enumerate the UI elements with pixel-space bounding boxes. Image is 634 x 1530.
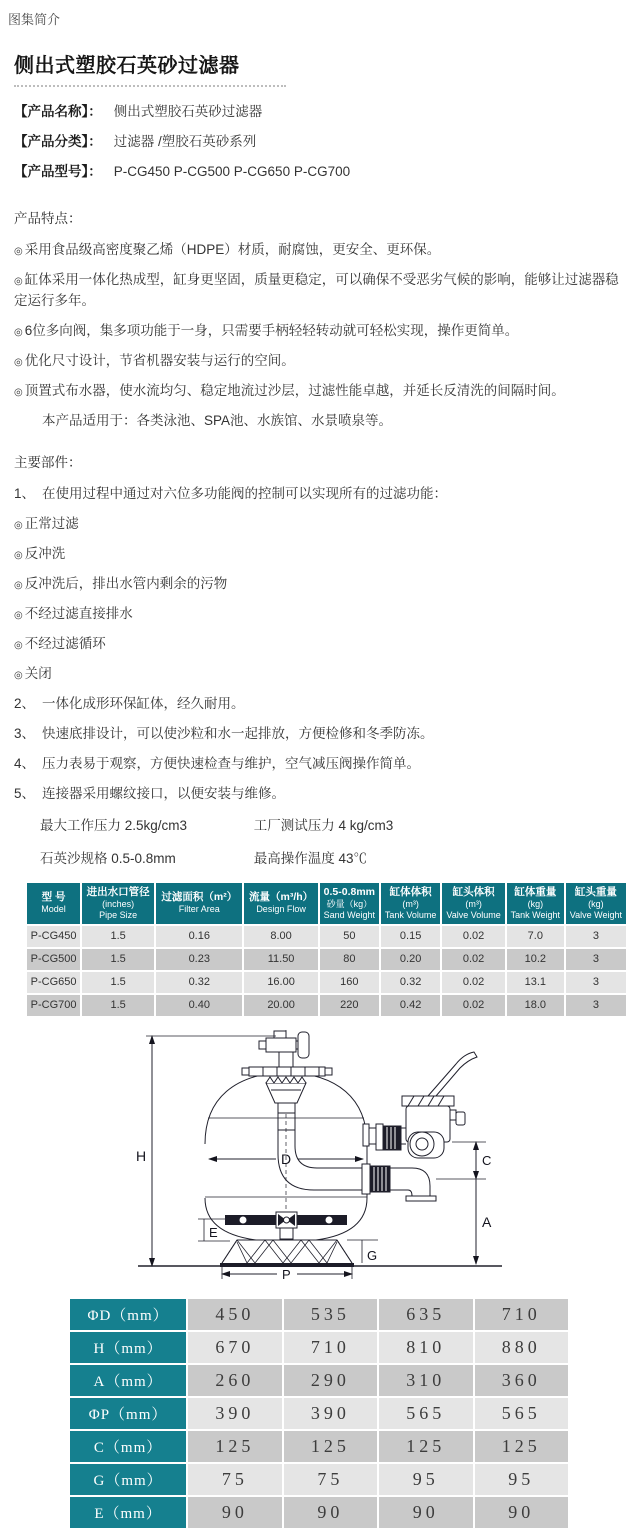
spec-cell: 11.50 [243, 948, 318, 971]
max-working-pressure: 最大工作压力 2.5kg/cm3 [40, 817, 188, 833]
spec-header-row [26, 882, 627, 925]
spec-table-row [26, 925, 627, 948]
header-line: 缸头体积 [452, 885, 495, 898]
info-row [14, 157, 628, 187]
header-line: 进出水口管径 [86, 885, 150, 898]
spec-header-cell [506, 882, 565, 925]
feature-text: 6位多向阀，集多项功能于一身，只需要手柄轻轻转动就可轻松实现，操作更简单。 [24, 322, 519, 338]
dim-label-a: A [482, 1213, 492, 1230]
filter-mode-text: 关闭 [24, 665, 52, 681]
info-value: P-CG450 P-CG500 P-CG650 P-CG700 [113, 164, 351, 179]
spec-cell: 3 [565, 994, 627, 1017]
spec-cell: 16.00 [243, 971, 318, 994]
dimension-row [69, 1364, 569, 1397]
dimension-value: 90 [187, 1496, 282, 1529]
dimension-value: 565 [474, 1397, 569, 1430]
filter-diagram-svg [130, 1026, 510, 1291]
feature-item [14, 351, 628, 372]
waste-elbow [390, 1168, 436, 1201]
dimension-row [69, 1331, 569, 1364]
spec-cell: 220 [319, 994, 380, 1017]
spec-header-cell [243, 882, 318, 925]
spec-cell: 10.2 [506, 948, 565, 971]
dimension-table-body [69, 1298, 569, 1529]
spec-cell: P-CG450 [26, 925, 81, 948]
spec-cell: 0.02 [441, 994, 506, 1017]
spec-cell: 80 [319, 948, 380, 971]
bullet-icon: ◎ [14, 386, 23, 398]
header-line: 缸头重量 [574, 885, 617, 898]
dimension-value: 390 [187, 1397, 282, 1430]
features-heading: 产品特点： [14, 211, 82, 226]
bullet-icon: ◎ [14, 275, 23, 287]
dimension-label: A（mm） [69, 1364, 187, 1397]
dimension-row [69, 1496, 569, 1529]
header-line: 过滤面积（m²） [161, 891, 238, 904]
component-item [14, 754, 628, 775]
item-text: 连接器采用螺纹接口，以便安装与维修。 [42, 785, 286, 801]
top-air-valve [259, 1031, 309, 1070]
spec-cell: 0.02 [441, 925, 506, 948]
components-heading: 主要部件： [14, 455, 82, 471]
spec-cell: 0.16 [155, 925, 243, 948]
feature-text: 缸体采用一体化热成型，缸身更坚固，质量更稳定，可以确保不受恶劣气候的影响，能够让过滤器稳定运行多年。 [14, 271, 619, 308]
header-line: Pipe Size [99, 909, 138, 920]
spec-cell: 0.15 [380, 925, 441, 948]
dimension-value: 90 [474, 1496, 569, 1529]
bullet-icon: ◎ [14, 610, 23, 622]
dim-label-d: D [281, 1150, 292, 1167]
dimension-label: E（mm） [69, 1496, 187, 1529]
spec-cell: 0.02 [441, 948, 506, 971]
spec-cell: 3 [565, 971, 627, 994]
component-item [14, 694, 628, 715]
spec-table-row [26, 994, 627, 1017]
spec-cell: 0.32 [380, 971, 441, 994]
info-row [14, 127, 628, 157]
component-item [14, 784, 628, 805]
header-line: (inches) [102, 898, 135, 909]
dimension-value: 635 [378, 1298, 473, 1331]
header-line: Design Flow [256, 904, 306, 915]
header-line: 缸体重量 [514, 885, 557, 898]
info-label: 【产品分类】： [14, 134, 102, 149]
feature-text: 采用食品级高密度聚乙烯（HDPE）材质，耐腐蚀，更安全、更环保。 [24, 242, 441, 257]
spec-cell: 0.23 [155, 948, 243, 971]
spec-header-cell [81, 882, 155, 925]
filter-mode-text: 不经过滤直接排水 [24, 606, 133, 622]
components-list [14, 484, 628, 804]
dimension-value: 390 [283, 1397, 378, 1430]
dimension-value: 810 [378, 1331, 473, 1364]
header-line: 0.5-0.8mm [323, 885, 376, 898]
spec-table-body [26, 925, 627, 1017]
filter-mode-text: 不经过滤循环 [24, 636, 106, 652]
dimension-value: 310 [378, 1364, 473, 1397]
breadcrumb: 图集简介 [8, 12, 61, 27]
item-number: 3、 [14, 725, 36, 741]
pressure-row-2 [40, 847, 628, 867]
spec-table [25, 881, 628, 1018]
feature-item [14, 321, 628, 342]
dimension-row [69, 1298, 569, 1331]
item-text: 一体化成形环保缸体，经久耐用。 [42, 695, 245, 711]
header-line: Sand Weight [323, 909, 376, 920]
side-pipe [363, 1124, 406, 1150]
header-line: (kg) [588, 898, 604, 909]
spec-cell: 8.00 [243, 925, 318, 948]
spec-header-cell [441, 882, 506, 925]
filter-mode-item [14, 604, 628, 625]
diagram-linework [138, 1030, 502, 1279]
dimension-value: 710 [283, 1331, 378, 1364]
spec-header-cell [26, 882, 81, 925]
dimension-row [69, 1397, 569, 1430]
component-item [14, 484, 628, 505]
header-line: 砂量（kg） [326, 898, 373, 909]
info-value: 侧出式塑胶石英砂过滤器 [113, 104, 263, 119]
header-line: 缸体体积 [389, 885, 432, 898]
base-stand [220, 1240, 354, 1267]
spec-cell: 3 [565, 948, 627, 971]
pressure-row-1 [40, 814, 628, 834]
bullet-icon: ◎ [14, 326, 23, 338]
spec-header-cell [565, 882, 627, 925]
bullet-icon: ◎ [14, 640, 23, 652]
dimension-value: 290 [283, 1364, 378, 1397]
info-label: 【产品名称】： [14, 104, 102, 119]
header-line: 型 号 [41, 891, 66, 904]
content [0, 28, 634, 1530]
dimension-value: 450 [187, 1298, 282, 1331]
spec-cell: 3 [565, 925, 627, 948]
filter-mode-text: 正常过滤 [24, 516, 79, 532]
filter-mode-item [14, 634, 628, 655]
dimension-label: ΦD（mm） [69, 1298, 187, 1331]
bullet-icon: ◎ [14, 356, 23, 368]
item-number: 5、 [14, 785, 36, 801]
dim-label-h: H [136, 1147, 147, 1164]
spec-table-row [26, 971, 627, 994]
filter-diagram [130, 1026, 510, 1291]
spec-cell: 0.42 [380, 994, 441, 1017]
spec-cell: 50 [319, 925, 380, 948]
dim-label-c: C [482, 1152, 492, 1168]
dimension-row [69, 1430, 569, 1463]
spec-table-header [26, 882, 627, 925]
header-line: (m³) [402, 898, 419, 909]
spec-cell: 0.32 [155, 971, 243, 994]
top-flange [242, 1067, 332, 1076]
lateral-arms [225, 1212, 347, 1239]
sand-spec: 石英沙规格 0.5-0.8mm [40, 850, 176, 866]
pipe-union-lower [362, 1164, 390, 1194]
dimension-value: 260 [187, 1364, 282, 1397]
spec-cell: P-CG650 [26, 971, 81, 994]
spec-cell: 7.0 [506, 925, 565, 948]
dimension-value: 75 [187, 1463, 282, 1496]
feature-item [14, 270, 628, 312]
spec-cell: P-CG700 [26, 994, 81, 1017]
dimension-value: 75 [283, 1463, 378, 1496]
dimension-value: 125 [283, 1430, 378, 1463]
info-value: 过滤器 /塑胶石英砂系列 [113, 134, 257, 149]
max-operating-temp: 最高操作温度 43℃ [253, 850, 368, 866]
filter-mode-item [14, 514, 628, 535]
spec-cell: 13.1 [506, 971, 565, 994]
dim-label-p: P [282, 1266, 291, 1282]
valve-port [410, 1132, 434, 1156]
spec-cell: 0.40 [155, 994, 243, 1017]
page-title: 侧出式塑胶石英砂过滤器 [14, 55, 240, 77]
dimension-value: 360 [474, 1364, 569, 1397]
component-item [14, 724, 628, 745]
spec-table-row [26, 948, 627, 971]
header-line: (kg) [527, 898, 544, 909]
valve-handle [428, 1052, 477, 1096]
dimension-label: H（mm） [69, 1331, 187, 1364]
spec-cell: 0.02 [441, 971, 506, 994]
dimension-value: 95 [474, 1463, 569, 1496]
spec-cell: 1.5 [81, 994, 155, 1017]
dimension-value: 710 [474, 1298, 569, 1331]
item-text: 压力表易于观察，方便快速检查与维护，空气减压阀操作简单。 [42, 755, 421, 771]
feature-item [14, 381, 628, 402]
filter-mode-item [14, 574, 628, 595]
dimension-value: 880 [474, 1331, 569, 1364]
spec-header-cell [380, 882, 441, 925]
spec-cell: P-CG500 [26, 948, 81, 971]
feature-text: 顶置式布水器，使水流均匀、稳定地流过沙层，过滤性能卓越，并延长反清洗的间隔时间。 [24, 382, 565, 398]
bullet-icon: ◎ [14, 580, 23, 592]
dimension-value: 125 [474, 1430, 569, 1463]
dimension-row [69, 1463, 569, 1496]
spec-cell: 160 [319, 971, 380, 994]
info-row [14, 97, 628, 127]
spec-header-cell [155, 882, 243, 925]
factory-test-pressure: 工厂测试压力 4 kg/cm3 [253, 817, 394, 833]
spec-cell: 20.00 [243, 994, 318, 1017]
dimension-label: C（mm） [69, 1430, 187, 1463]
product-info [14, 97, 628, 187]
item-text: 在使用过程中通过对六位多功能阀的控制可以实现所有的过滤功能： [42, 486, 448, 502]
header-line: Model [41, 904, 66, 915]
dimension-label: ΦP（mm） [69, 1397, 187, 1430]
header-line: (m³) [465, 898, 482, 909]
dimension-value: 90 [378, 1496, 473, 1529]
header-line: Filter Area [178, 904, 220, 915]
dim-label-g: G [367, 1247, 378, 1263]
dimension-value: 670 [187, 1331, 282, 1364]
dimension-label: G（mm） [69, 1463, 187, 1496]
feature-text: 优化尺寸设计，节省机器安装与运行的空间。 [24, 352, 295, 368]
dimension-value: 125 [378, 1430, 473, 1463]
info-label: 【产品型号】： [14, 164, 102, 179]
filter-mode-text: 反冲洗后，排出水管内剩余的污物 [24, 576, 228, 592]
title-divider [14, 85, 286, 87]
spec-cell: 1.5 [81, 971, 155, 994]
header-line: 流量（m³/h） [248, 891, 314, 904]
dim-label-e: E [209, 1224, 218, 1240]
feature-item [14, 240, 628, 261]
applicable-line: 本产品适用于：各类泳池、SPA池、水族馆、水景喷泉等。 [42, 412, 393, 428]
sight-glass [456, 1112, 465, 1125]
dimension-value: 95 [378, 1463, 473, 1496]
item-number: 4、 [14, 755, 36, 771]
dimension-value: 125 [187, 1430, 282, 1463]
spec-cell: 1.5 [81, 948, 155, 971]
item-text: 快速底排设计，可以使沙粒和水一起排放，方便检修和冬季防冻。 [42, 725, 434, 741]
filter-mode-text: 反冲洗 [24, 546, 66, 562]
spec-cell: 1.5 [81, 925, 155, 948]
header-line: Valve Volume [446, 909, 501, 920]
dimension-table [68, 1297, 570, 1530]
header-line: Tank Weight [510, 909, 560, 920]
header-line: Valve Weight [569, 909, 622, 920]
spec-header-cell [319, 882, 380, 925]
item-number: 2、 [14, 695, 36, 711]
bullet-icon: ◎ [14, 550, 23, 562]
filter-mode-item [14, 544, 628, 565]
bullet-icon: ◎ [14, 520, 23, 532]
dimension-value: 565 [378, 1397, 473, 1430]
features-list [14, 240, 628, 402]
filter-mode-item [14, 664, 628, 685]
bullet-icon: ◎ [14, 669, 23, 681]
spec-cell: 18.0 [506, 994, 565, 1017]
bullet-icon: ◎ [14, 246, 23, 257]
water-distributor [266, 1077, 306, 1113]
dimension-value: 90 [283, 1496, 378, 1529]
header-line: Tank Volume [384, 909, 437, 920]
spec-cell: 0.20 [380, 948, 441, 971]
item-number: 1、 [14, 486, 36, 502]
dimension-value: 535 [283, 1298, 378, 1331]
